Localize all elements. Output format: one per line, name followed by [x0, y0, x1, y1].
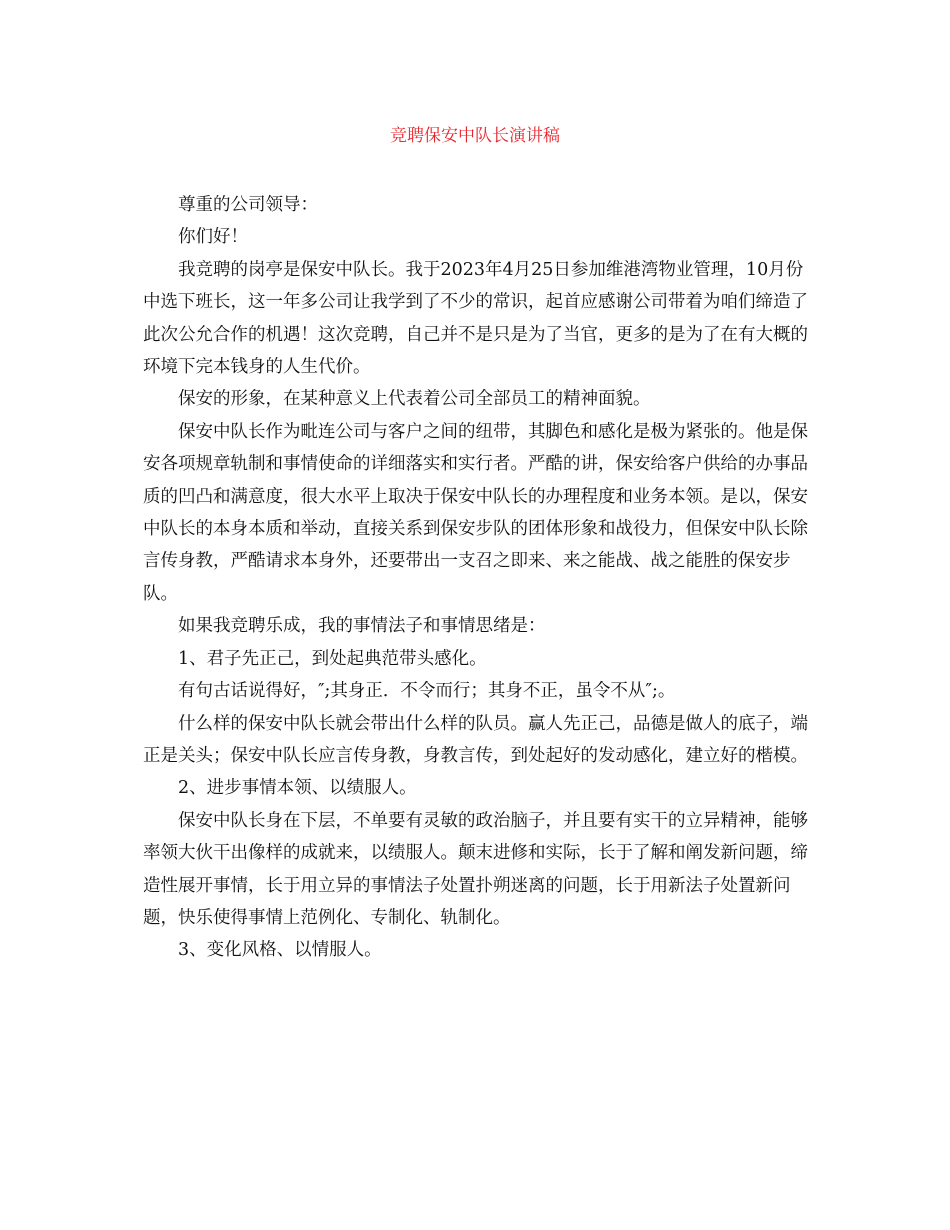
section-heading: 1、君子先正己，到处起典范带头感化。: [178, 648, 487, 669]
body-paragraph: 保安的形象，在某种意义上代表着公司全部员工的精神面貌。: [178, 389, 651, 410]
section-heading: 3、变化风格、以情服人。: [178, 940, 382, 961]
body-paragraph: 保安中队长身在下层，不单要有灵敏的政治脑子，并且要有实干的立异精神，能够率领大伙干出像样的成就来，以绩服人。颠末进修和实际，长于了解和阐发新问题，缔造性展开事情，长于用立异的事情法子处置扑朔迷离的问题，长于用新法子处置新问题，快乐使得事情上范例化、专制化、轨制化。: [143, 810, 808, 928]
greeting: 你们好！: [178, 227, 248, 248]
body-paragraph: 有句古话说得好，″;其身正．不令而行；其身不正，虽令不从″;。: [178, 681, 676, 702]
salutation: 尊重的公司领导：: [178, 195, 318, 215]
body-paragraph: 我竞聘的岗亭是保安中队长。我于2023年4月25日参加维港湾物业管理，10月份中选下班长，这一年多公司让我学到了不少的常识，起首应感谢公司带着为咱们缔造了此次公允合作的机遇！这次竞聘，自己并不是只是为了当官，更多的是为了在有大概的环境下完本钱身的人生代价。: [143, 259, 808, 378]
document-body: [143, 189, 808, 967]
body-paragraph: 如果我竞聘乐成，我的事情法子和事情思绪是：: [178, 616, 546, 637]
body-paragraph: 保安中队长作为毗连公司与客户之间的纽带，其脚色和感化是极为紧张的。他是保安各项规章轨制和事情使命的详细落实和实行者。严酷的讲，保安给客户供给的办事品质的凹凸和满意度，很大水平上取决于保安中队长的办理程度和业务本领。是以，保安中队长的本身本质和举动，直接关系到保安步队的团体形象和战役力，但保安中队长除言传身教，严酷请求本身外，还要带出一支召之即来、来之能战、战之能胜的保安步队。: [143, 421, 808, 604]
section-heading: 2、进步事情本领、以绩服人。: [178, 778, 417, 799]
document-title: 竞聘保安中队长演讲稿: [390, 126, 560, 146]
body-paragraph: 什么样的保安中队长就会带出什么样的队员。赢人先正己，品德是做人的底子，端正是关头；保安中队长应言传身教，身教言传，到处起好的发动感化，建立好的楷模。: [143, 713, 808, 766]
